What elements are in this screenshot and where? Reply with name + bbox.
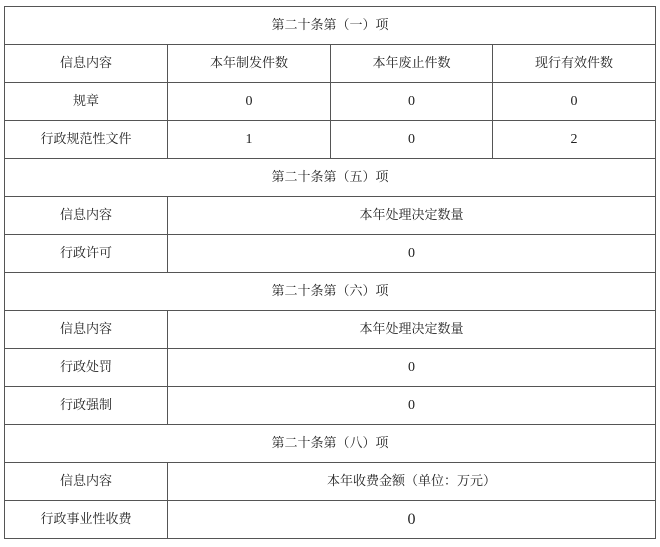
header-cell: 信息内容 [5, 311, 168, 349]
header-cell: 本年制发件数 [168, 45, 331, 83]
section-title-row [5, 159, 656, 197]
table-row [5, 83, 656, 121]
value-cell: 1 [168, 121, 331, 159]
value-cell: 0 [168, 387, 656, 425]
value-cell: 0 [331, 121, 493, 159]
row-label: 行政处罚 [5, 349, 168, 387]
header-row [5, 45, 656, 83]
row-label: 行政许可 [5, 235, 168, 273]
header-cell: 现行有效件数 [493, 45, 656, 83]
value-cell: 0 [168, 83, 331, 121]
table-row [5, 235, 656, 273]
section-title: 第二十条第（五）项 [5, 159, 656, 197]
table-row [5, 349, 656, 387]
table-row [5, 121, 656, 159]
table-row [5, 501, 656, 539]
header-cell: 信息内容 [5, 45, 168, 83]
value-cell: 0 [168, 235, 656, 273]
header-row [5, 463, 656, 501]
table-row [5, 387, 656, 425]
header-cell: 信息内容 [5, 197, 168, 235]
section-title-row [5, 7, 656, 45]
section-title-row [5, 425, 656, 463]
header-cell: 信息内容 [5, 463, 168, 501]
header-cell: 本年处理决定数量 [168, 311, 656, 349]
header-cell: 本年废止件数 [331, 45, 493, 83]
disclosure-table [4, 6, 656, 539]
row-label: 规章 [5, 83, 168, 121]
row-label: 行政强制 [5, 387, 168, 425]
section-title: 第二十条第（八）项 [5, 425, 656, 463]
header-cell: 本年处理决定数量 [168, 197, 656, 235]
row-label: 行政规范性文件 [5, 121, 168, 159]
header-row [5, 197, 656, 235]
value-cell: 0 [168, 349, 656, 387]
header-row [5, 311, 656, 349]
section-title: 第二十条第（一）项 [5, 7, 656, 45]
section-title-row [5, 273, 656, 311]
header-cell: 本年收费金额（单位：万元） [168, 463, 656, 501]
value-cell: 0 [331, 83, 493, 121]
value-cell: 0 [493, 83, 656, 121]
section-title: 第二十条第（六）项 [5, 273, 656, 311]
row-label: 行政事业性收费 [5, 501, 168, 539]
value-cell: 0 [168, 501, 656, 539]
value-cell: 2 [493, 121, 656, 159]
